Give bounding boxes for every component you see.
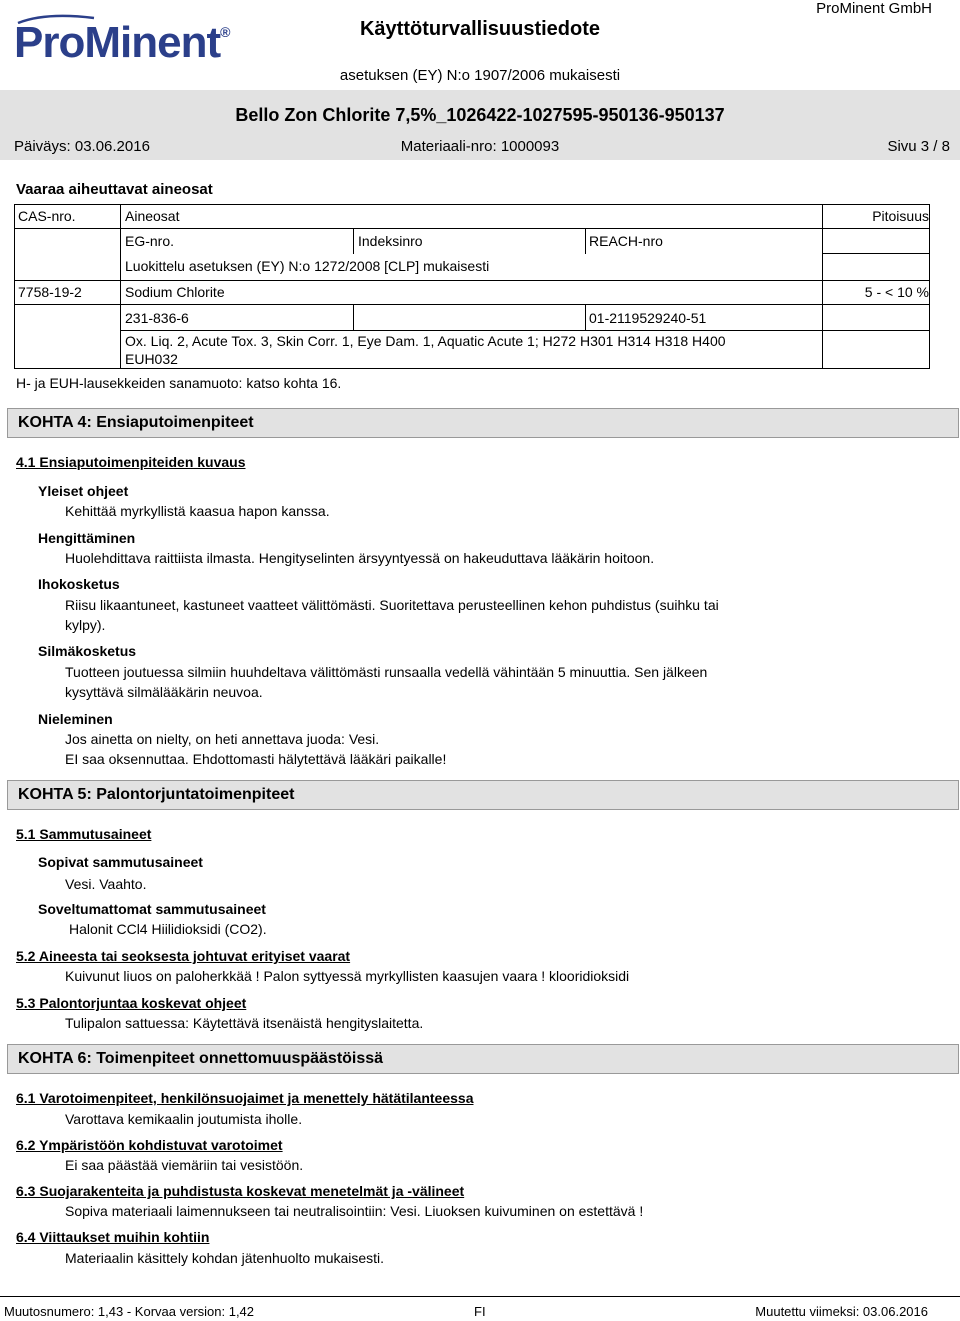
table-line: [353, 228, 354, 254]
material-number: Materiaali-nro: 1000093: [400, 138, 560, 155]
table-line: [120, 330, 930, 331]
table-line: [929, 204, 930, 368]
header-concentration: Pitoisuus: [872, 208, 929, 224]
ingestion-text-1: Jos ainetta on nielty, on heti annettava juoda: Vesi.: [65, 731, 380, 747]
document-subtitle: asetuksen (EY) N:o 1907/2006 mukaisesti: [339, 67, 621, 84]
header-classification: Luokittelu asetuksen (EY) N:o 1272/2008 [CLP] mukaisesti: [125, 258, 490, 274]
ingestion-text-2: EI saa oksennuttaa. Ehdottomasti hälytettävä lääkäri paikalle!: [65, 751, 447, 767]
row-classification-1: Ox. Liq. 2, Acute Tox. 3, Skin Corr. 1, Eye Dam. 1, Aquatic Acute 1; H272 H301 H314 H318 H400: [125, 333, 726, 349]
table-line: [14, 228, 930, 229]
section-4-header: [7, 408, 959, 438]
row-ec: 231-836-6: [125, 310, 189, 326]
footer-language: FI: [474, 1304, 486, 1319]
section-6-title: KOHTA 6: Toimenpiteet onnettomuuspäästöissä: [18, 1050, 384, 1067]
section-6-4-heading: 6.4 Viittaukset muihin kohtiin: [16, 1229, 210, 1245]
section-5-header: [7, 780, 959, 810]
header-reach: REACH-nro: [589, 233, 663, 249]
hazard-statements-note: H- ja EUH-lausekkeiden sanamuoto: katso kohta 16.: [16, 375, 342, 391]
section-4-1-heading: 4.1 Ensiaputoimenpiteiden kuvaus: [16, 454, 246, 470]
footer-modified: Muutettu viimeksi: 03.06.2016: [755, 1304, 928, 1319]
prominent-logo: ProMinent®: [14, 18, 230, 67]
table-line: [14, 204, 15, 368]
section-5-title: KOHTA 5: Palontorjuntatoimenpiteet: [18, 786, 295, 803]
page-number: Sivu 3 / 8: [887, 138, 950, 155]
footer-revision: Muutosnumero: 1,43 - Korvaa version: 1,42: [4, 1304, 255, 1319]
table-line: [822, 204, 823, 368]
eye-text-2: kysyttävä silmälääkärin neuvoa.: [65, 684, 263, 700]
eye-text-1: Tuotteen joutuessa silmiin huuhdeltava välittömästi runsaalla vedellä vähintään 5 minuuttia. Sen jälkeen: [65, 664, 708, 680]
header-index: Indeksinro: [358, 233, 423, 249]
header-substance: Aineosat: [125, 208, 180, 224]
table-line: [822, 253, 930, 254]
suitable-media-text: Vesi. Vaahto.: [65, 876, 147, 892]
unsuitable-media-label: Soveltumattomat sammutusaineet: [38, 901, 266, 917]
section-6-1-heading: 6.1 Varotoimenpiteet, henkilönsuojaimet ja menettely hätätilanteessa: [16, 1090, 474, 1106]
inhalation-label: Hengittäminen: [38, 530, 136, 546]
section-5-1-heading: 5.1 Sammutusaineet: [16, 826, 152, 842]
section-5-3-heading: 5.3 Palontorjuntaa koskevat ohjeet: [16, 995, 247, 1011]
footer-divider: [0, 1296, 960, 1297]
row-name: Sodium Chlorite: [125, 284, 225, 300]
section-4-title: KOHTA 4: Ensiaputoimenpiteet: [18, 414, 254, 431]
document-title: Käyttöturvallisuustiedote: [359, 18, 601, 40]
general-text: Kehittää myrkyllistä kaasua hapon kanssa.: [65, 503, 330, 519]
table-line: [14, 304, 930, 305]
section-6-4-text: Materiaalin käsittely kohdan jätenhuolto mukaisesti.: [65, 1250, 385, 1266]
row-cas: 7758-19-2: [18, 284, 82, 300]
table-line: [353, 304, 354, 330]
row-concentration: 5 - < 10 %: [864, 284, 929, 300]
unsuitable-media-text: Halonit CCl4 Hiilidioksidi (CO2).: [69, 921, 267, 937]
table-line: [120, 204, 121, 368]
section-5-3-text: Tulipalon sattuessa: Käytettävä itsenäistä hengityslaitetta.: [65, 1015, 424, 1031]
skin-text-1: Riisu likaantuneet, kastuneet vaatteet välittömästi. Suoritettava perusteellinen kehon puhdistus (suihku tai: [65, 597, 719, 613]
section-6-header: [7, 1044, 959, 1074]
company-name: ProMinent GmbH: [816, 0, 932, 17]
section-6-2-heading: 6.2 Ympäristöön kohdistuvat varotoimet: [16, 1137, 283, 1153]
table-line: [14, 204, 930, 205]
table-line: [585, 304, 586, 330]
skin-text-2: kylpy).: [65, 617, 106, 633]
row-reach: 01-2119529240-51: [589, 310, 707, 326]
section-6-3-text: Sopiva materiaali laimennukseen tai neutralisointiin: Vesi. Liuoksen kuivuminen on estettävä !: [65, 1203, 644, 1219]
header-ec: EG-nro.: [125, 233, 175, 249]
product-name: Bello Zon Chlorite 7,5%_1026422-1027595-950136-950137: [235, 105, 725, 125]
eye-label: Silmäkosketus: [38, 643, 137, 659]
section-5-2-heading: 5.2 Aineesta tai seoksesta johtuvat erityiset vaarat: [16, 948, 351, 964]
table-line: [585, 228, 586, 254]
section-5-2-text: Kuivunut liuos on paloherkkää ! Palon syttyessä myrkyllisten kaasujen vaara ! klooridioksidi: [65, 968, 630, 984]
suitable-media-label: Sopivat sammutusaineet: [38, 854, 203, 870]
section-6-2-text: Ei saa päästää viemäriin tai vesistöön.: [65, 1157, 304, 1173]
general-label: Yleiset ohjeet: [38, 483, 129, 499]
row-classification-2: EUH032: [125, 351, 178, 367]
inhalation-text: Huolehdittava raittiista ilmasta. Hengityselinten ärsyyntyessä on hakeuduttava lääkärin hoitoon.: [65, 550, 655, 566]
document-date: Päiväys: 03.06.2016: [14, 138, 150, 155]
section-6-1-text: Varottava kemikaalin joutumista iholle.: [65, 1111, 303, 1127]
table-line: [14, 280, 930, 281]
composition-title: Vaaraa aiheuttavat aineosat: [16, 181, 213, 198]
table-line: [14, 368, 930, 369]
skin-label: Ihokosketus: [38, 576, 120, 592]
section-6-3-heading: 6.3 Suojarakenteita ja puhdistusta koskevat menetelmät ja -välineet: [16, 1183, 465, 1199]
ingestion-label: Nieleminen: [38, 711, 113, 727]
header-cas: CAS-nro.: [18, 208, 76, 224]
